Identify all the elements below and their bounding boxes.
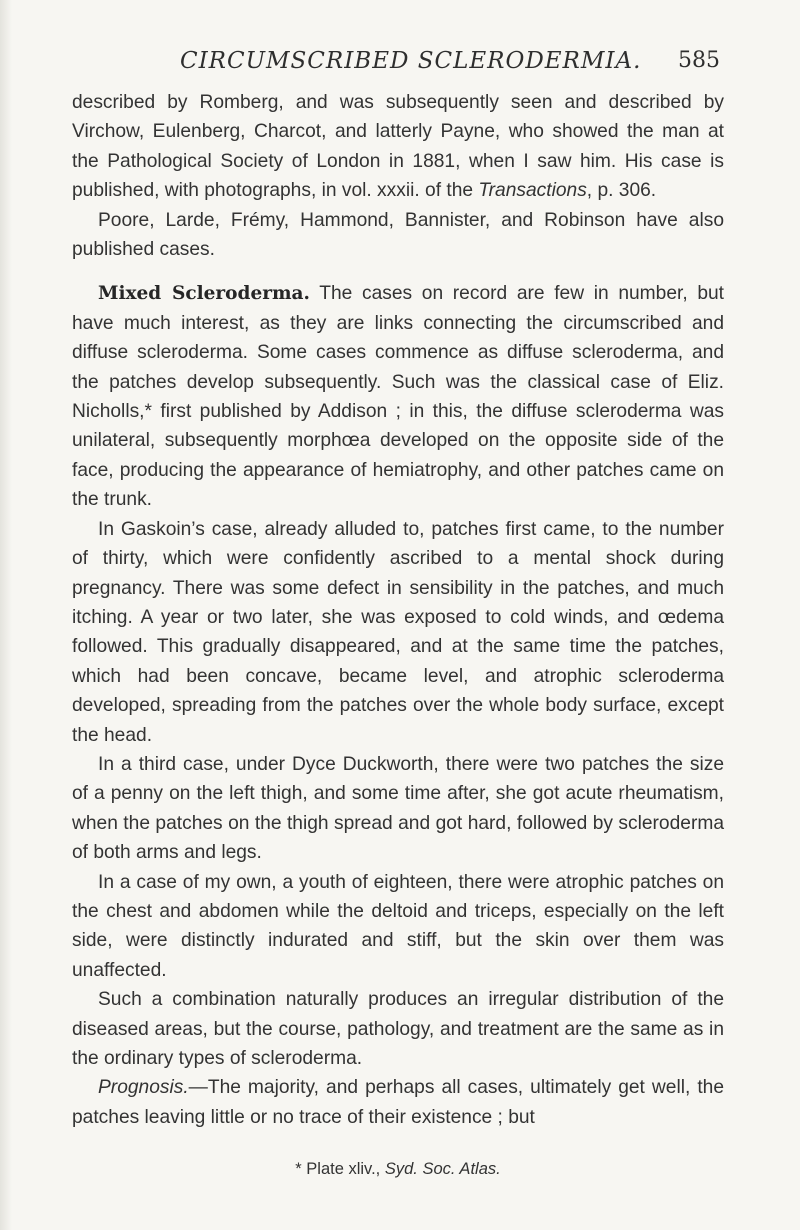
paragraph: described by Romberg, and was subsequently seen and described by Virchow, Eulenberg, Charcot, and latterly Payne, who showed the man at the Pathological Society of London in 1881, when I saw him. His case is published, with photographs, in vol. xxxii. of the Transactions, p. 306.	[72, 92, 724, 202]
paragraph: In a third case, under Dyce Duckworth, there were two patches the size of a penny on the left thigh, and some time after, she got acute rheumatism, when the patches on the thigh spread and got hard, followed by scleroderma of both arms and legs.	[72, 753, 724, 864]
paragraph: Prognosis.—The majority, and perhaps all cases, ultimately get well, the patches leaving little or no trace of their existence ; but	[72, 1077, 724, 1128]
paragraph: Mixed Scleroderma. The cases on record are few in number, but have much interest, as they are links connecting the circumscribed and diffuse scleroderma. Some cases commence as diffuse scleroderma, and the patches develop subsequently. Such was the classical case of Eliz. Nicholls,* first published by Addison ; in this, the diffuse scleroderma was unilateral, subsequently morphœa developed on the opposite side of the face, producing the appearance of hemiatrophy, and other patches came on the trunk.	[72, 283, 724, 511]
section-heading: Prognosis.	[98, 1077, 189, 1099]
paragraph: Such a combination naturally produces an irregular distribution of the diseased areas, but the course, pathology, and treatment are the same as in the ordinary types of scleroderma.	[72, 989, 724, 1069]
running-title: CIRCUMSCRIBED SCLERODERMIA.	[180, 48, 642, 74]
paragraph: In a case of my own, a youth of eighteen, there were atrophic patches on the chest and abdomen while the deltoid and triceps, especially on the left side, were distinctly indurated and stiff, but the skin over them was unaffected.	[72, 871, 724, 981]
paragraph: In Gaskoin’s case, already alluded to, patches first came, to the number of thirty, which were confidently ascribed to a mental shock during pregnancy. There was some defect in sensibility in the patches, and much itching. A year or two later, she was exposed to cold winds, and œdema followed. This gradually disappeared, and at the same time the patches, which had been concave, became level, and atrophic scleroderma developed, spreading from the patches over the whole body surface, except the head.	[72, 518, 724, 746]
page-header	[120, 48, 720, 80]
body-text	[72, 88, 724, 1132]
footnote: * Plate xliv., Syd. Soc. Atlas.	[295, 1160, 501, 1178]
paragraph: Poore, Larde, Frémy, Hammond, Bannister, and Robinson have also published cases.	[72, 209, 724, 261]
section-heading: Mixed Scleroderma.	[98, 283, 310, 305]
page-number: 585	[678, 48, 720, 73]
